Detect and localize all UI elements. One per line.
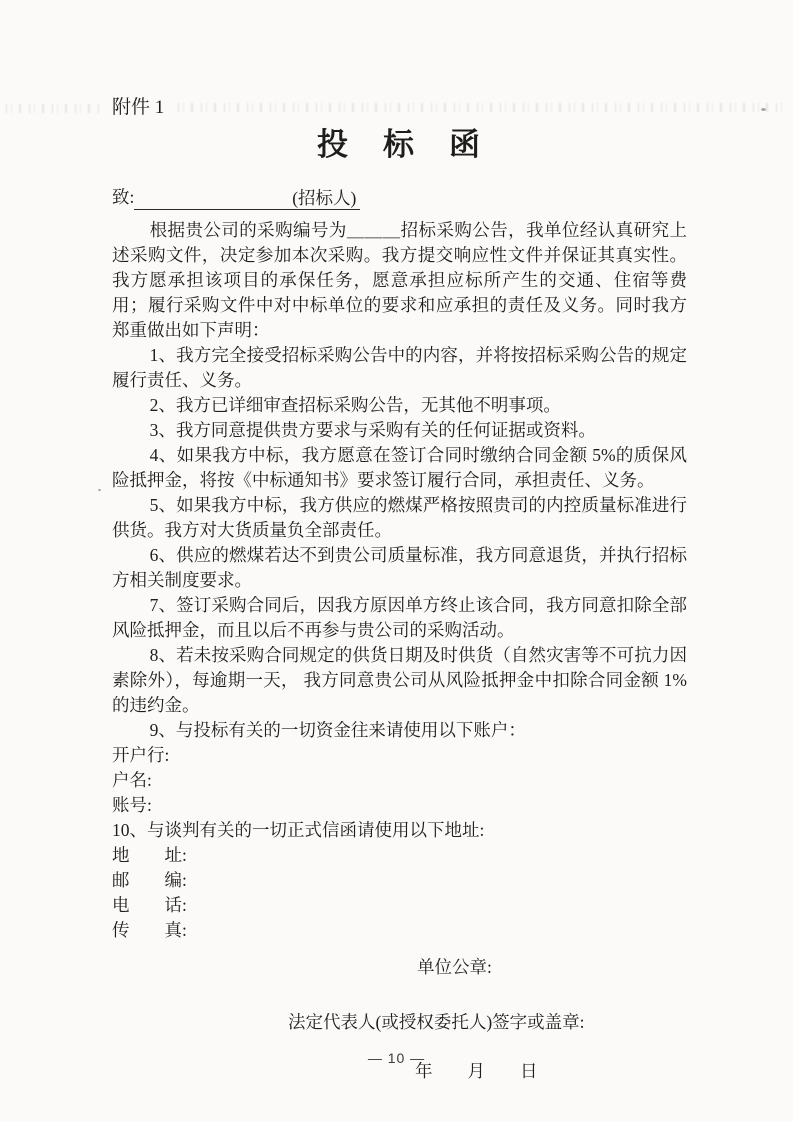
declaration-item: 9、与投标有关的一切资金往来请使用以下账户： [149, 720, 526, 740]
attachment-label: 附件 1 [112, 97, 165, 118]
address-intro: 10、与谈判有关的一切正式信函请使用以下地址: [112, 820, 485, 840]
declaration-item: 8、若未按采购合同规定的供货日期及时供货（自然灾害等不可抗力因素除外），每逾期一天， 我方同意贵公司从风险抵押金中扣除合同金额 1%的违约金。 [112, 645, 687, 715]
declaration-item: 7、签订采购合同后，因我方原因单方终止该合同，我方同意扣除全部风险抵押金，而且以后不再参与贵公司的采购活动。 [112, 595, 687, 640]
salutation-prefix: 致: [112, 187, 135, 207]
declaration-item: 4、如果我方中标，我方愿意在签订合同时缴纳合同金额 5%的质保风险抵押金，将按《中标通知书》要求签订履行合同，承担责任、义务。 [112, 445, 687, 490]
bank-field-label: 账号: [112, 795, 152, 815]
signature-label: 法定代表人(或授权委托人)签字或盖章: [288, 1012, 585, 1032]
intro-paragraph: 根据贵公司的采购编号为＿＿＿招标采购公告，我单位经认真研究上述采购文件，决定参加本次采购。我方提交响应性文件并保证其真实性。我方愿承担该项目的承保任务，愿意承担应标所产生的交通、住宿等费用；履行采购文件中对中标单位的要求和应承担的责任及义务。同时我方郑重做出如下声明： [112, 220, 687, 340]
address-field-label: 传 真: [112, 920, 187, 940]
document-content [112, 96, 687, 1084]
page-number: — 10 — [367, 1050, 426, 1066]
declaration-item: 6、供应的燃煤若达不到贵公司质量标准，我方同意退货，并执行招标方相关制度要求。 [112, 545, 687, 590]
document-title: 投 标 函 [317, 127, 482, 162]
bank-field-label: 户名: [112, 770, 152, 790]
scan-noise-band [6, 104, 102, 113]
address-field-label: 邮 编: [112, 870, 187, 890]
address-field-label: 电 话: [112, 895, 187, 915]
addressee-hint: (招标人) [292, 188, 357, 208]
addressee-blank [134, 187, 360, 210]
seal-label: 单位公章: [417, 957, 492, 977]
declaration-item: 3、我方同意提供贵方要求与采购有关的任何证据或资料。 [149, 420, 596, 440]
salutation-line [112, 184, 687, 210]
document-body [112, 218, 687, 943]
declaration-item: 2、我方已详细审查招标采购公告，无其他不明事项。 [149, 395, 561, 415]
declaration-item: 5、如果我方中标，我方供应的燃煤严格按照贵司的内控质量标准进行供货。我方对大货质量负全部责任。 [112, 495, 687, 540]
scan-noise-speck [761, 108, 766, 111]
scan-noise-speck [98, 489, 101, 491]
declaration-item: 1、我方完全接受招标采购公告中的内容，并将按招标采购公告的规定履行责任、义务。 [112, 345, 687, 390]
bank-field-label: 开户行: [112, 745, 170, 765]
address-field-label: 地 址: [112, 845, 187, 865]
date-line: 年 月 日 [415, 1061, 538, 1081]
